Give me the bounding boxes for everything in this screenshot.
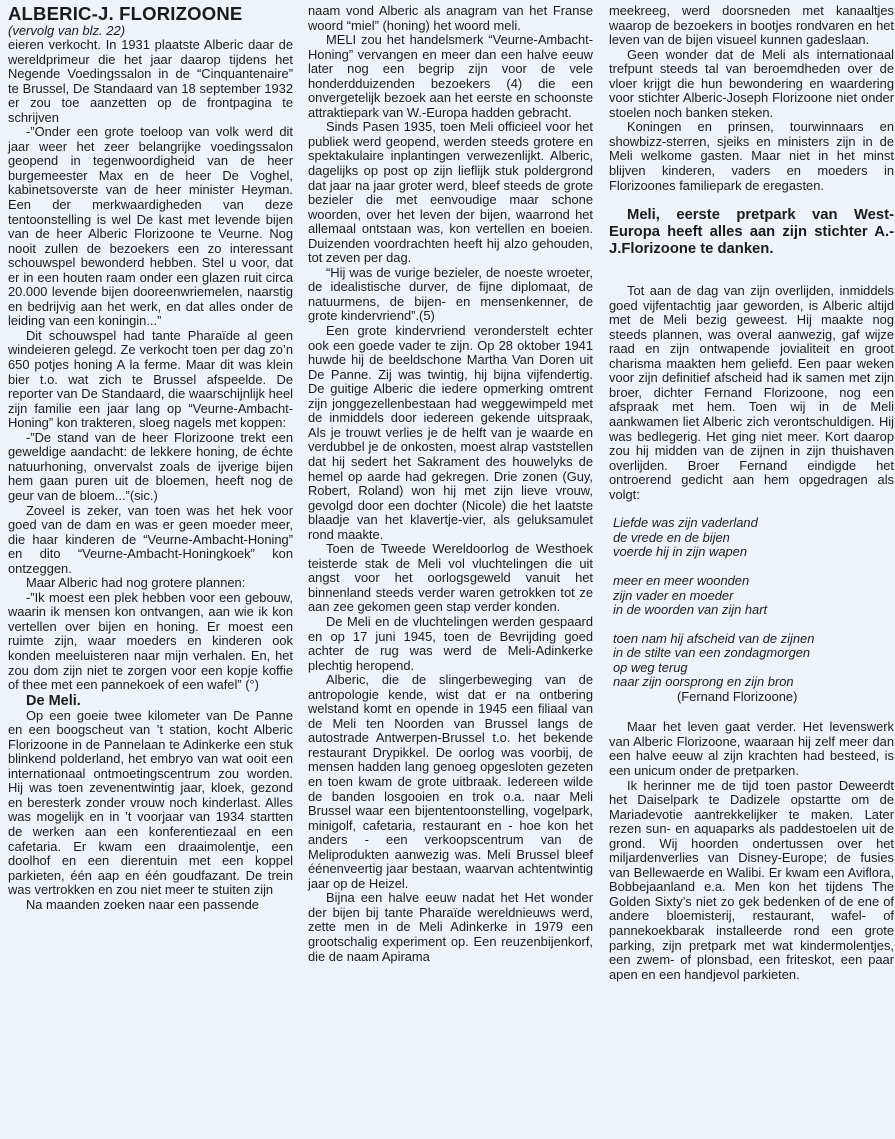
paragraph: Alberic, die de slingerbeweging van de antropologie kende, wist dat er na ontbering welstand komt en opende in 1945 een filiaal van de Meli ten Noorden van Brussel langs de autostrade Antwerpen-Brussel t.o. het bekende restaurant Drypikkel. De oorlog was voorbij, de mensen hadden lang genoeg opgesloten gezeten en toen kwam de grote uitbraak. Iedereen wilde de banden losgooien en trok o.a. naar Meli Brussel waar een bijententoonstelling, vogelpark, minigolf, cafetaria, restaurant en - hoe kon het anders - een verkoopscentrum van de Meliprodukten aanwezig was. Meli Brussel bleef éénenveertig jaar bestaan, waarvan achtentwintig jaar op de Heizel. [308, 672, 593, 891]
poem-stanza [613, 516, 894, 560]
paragraph: -”Onder een grote toeloop van volk werd dit jaar weer het zeer belangrijke voedingssalon geopend in tegenwoordigheid van de heer burgemeester Max en de heer De Voghel, kabinetsoverste van de heer minister Heyman. Een der merkwaardigheden van deze tentoonstelling is wel De kast met levende bijen van de heer Alberic Florizoone te Veurne. Nog nooit zullen de bezoekers een zo interessant schouwspel bewonderd hebben. Stel u voor, dat er in een houten raam onder een glazen ruit circa 20.000 levende bijen dooreenwriemelen, naarstig en bedrijvig aan het werk, en dat alles onder de leiding van een koningin...” [8, 124, 293, 329]
paragraph: Bijna een halve eeuw nadat het Het wonder der bijen bij tante Pharaïde wereldnieuws werd, zette men in de Meli Adinkerke in 1979 een grootschalig experiment op. Een reuzenbijenkorf, die de naam Apirama [308, 890, 593, 964]
paragraph: meekreeg, werd doorsneden met kanaaltjes waarop de bezoekers in bootjes rondvaren en het leven van de bijen visueel kunnen gadeslaan. [609, 3, 894, 48]
paragraph: Tot aan de dag van zijn overlijden, inmiddels goed vijfentachtig jaar geworden, is Alberic altijd met de Meli bezig geweest. Hij maakte nog steeds plannen, was overal aanwezig, gaf wijze raad en zijn ontwapende jovialiteit en groot charisma maakten hem geliefd. Een paar weken voor zijn definitief afscheid had ik samen met zijn broer, dichter Fernand Florizoone, nog een afspraak met hem. Toen wij in de Meli aankwamen liet Alberic zich verontschuldigen. Hij was bedlegerig. Het ging niet meer. Kort daarop zou hij midden van de zijnen in zijn thuishaven overlijden. Broer Fernand eindigde het ontroerend gedicht aan hem opgedragen als volgt: [609, 283, 894, 502]
poem-line: meer en meer woonden [613, 572, 750, 588]
paragraph: Na maanden zoeken naar een passende [26, 896, 259, 912]
poem-line: zijn vader en moeder [613, 587, 734, 603]
paragraph: Sinds Pasen 1935, toen Meli officieel voor het publiek werd geopend, werden steeds grotere en spektakulaire inplantingen verwezenlijkt. Alberic, dagelijks op post op zijn lieflijk stuk poldergrond dat jaar na jaar groter werd, bleef steeds de grote bezieler die met eenvoudige maar schone woorden, over het leven der bijen, waarrond het allemaal ontstaan was, kon vertellen en boeien. Duizenden voordrachten heeft hij alzo gehouden, tot zeven per dag. [308, 119, 593, 266]
poem-line: de vrede en de bijen [613, 529, 730, 545]
paragraph: naam vond Alberic als anagram van het Franse woord “miel” (honing) het woord meli. [308, 3, 593, 33]
poem-line: naar zijn oorsprong en zijn bron [613, 674, 794, 690]
paragraph: Zoveel is zeker, van toen was het hek voor goed van de dam en was er geen moeder meer, die haar kinderen de “Veurne-Ambacht-Honing” en dito “Veurne-Ambacht-Honingkoek” kon ontzeggen. [8, 502, 293, 576]
paragraph: MELI zou het handelsmerk “Veurne-Ambacht-Honing” vervangen en meer dan een halve eeuw later nog een begrip zijn voor de vele honderdduizenden bezoekers (4) die een onvergetelijk bezoek aan het eerste en schoonste attraktiepark van W.-Europa hadden gebracht. [308, 32, 593, 120]
poem-line: voerde hij in zijn wapen [613, 544, 747, 560]
poem [609, 516, 894, 704]
poem-credit: (Fernand Florizoone) [677, 688, 798, 704]
section-heading: De Meli. [26, 692, 81, 709]
paragraph: eieren verkocht. In 1931 plaatste Alberic daar de wereldprimeur die het jaar daarop tijdens het Negende Voedingssalon in de “Cinquantenaire” te Brussel, De Standaard van 18 september 1932 er zou toe aanzetten op de frontpagina te schrijven [8, 37, 293, 125]
paragraph: Geen wonder dat de Meli als internationaal trefpunt steeds tal van beroemdheden over de vloer krijgt die hun bewondering en waardering voor stichter Alberic-Joseph Florizoone niet onder stoelen noch banken steken. [609, 46, 894, 120]
section-heading: Meli, eerste pretpark van West-Europa heeft alles aan zijn stichter A.-J.Florizoone te danken. [609, 207, 894, 258]
poem-line: Liefde was zijn vaderland [613, 515, 758, 531]
paragraph: -”De stand van de heer Florizoone trekt een geweldige aandacht: de lekkere honing, de échte natuurhoning, onvervalst zoals de ijverige bijen hem gaan puren uit de bloemen, heeft nog de geur van de bloem...”(sic.) [8, 429, 293, 503]
poem-line: op weg terug [613, 659, 688, 675]
poem-line: in de woorden van zijn hart [613, 602, 768, 618]
poem-line: in de stilte van een zondagmorgen [613, 645, 811, 661]
paragraph: Toen de Tweede Wereldoorlog de Westhoek teisterde stak de Meli vol vluchtelingen die uit angst voor het oorlogsgeweld vanuit het binnenland steeds verder waren getrokken tot ze aan zee gekomen geen stap verder konden. [308, 541, 593, 615]
paragraph: Een grote kindervriend veronderstelt echter ook een goede vader te zijn. Op 28 oktober 1941 huwde hij de beeldschone Martha Van Doren uit De Panne. Zij was twintig, hij bijna vijfendertig. De guitige Alberic die iedere opmerking omtrent zijn jonggezellenbestaan had weggewimpeld met de inmiddels door iedereen gekende uitspraak, Als je trouwt verlies je de helft van je waarde en verdubbel je de onkosten, moest alrap vaststellen dat hij sedert het Sakrament des houwelyks de hemel op aarde had gekregen. Drie zonen (Guy, Robert, Roland) won hij met zijn lieve vrouw, gevolgd door een dochter (Nicole) die het laatste blaadje van het klavertje-vier, als geluksamulet rond maakte. [308, 323, 593, 542]
column-1 [8, 4, 293, 912]
paragraph: Maar Alberic had nog grotere plannen: [26, 575, 246, 591]
poem-line: toen nam hij afscheid van de zijnen [613, 630, 815, 646]
paragraph: -”Ik moest een plek hebben voor een gebouw, waarin ik mensen kon ontvangen, aan wie ik kon vertellen over bijen en honing. Er moest een ruimte zijn, waar moeders en kinderen ook konden meeluisteren naar mijn verhalen. En, het zou dom zijn niet te zorgen voor een kopje koffie of thee met een pannekoek of een wafel” (°) [8, 589, 293, 693]
paragraph: Ik herinner me de tijd toen pastor Deweerdt het Daiselpark te Dadizele opstartte om de Mariadevotie aantrekkelijker te maken. Later rezen sun- en aquaparks als paddestoelen uit de grond. Wij hoorden ondertussen over het miljardenverlies van Disney-Europe; de fusies van Bellewaerde en Walibi. Er kwam een Aviflora, Bobbejaanland e.a. Men kon het tijdens The Golden Sixty’s niet zo gek bedenken of de ene of andere bloemisterij, restaurant, wafel- of pannekoekbarak installeerde rond een grote parking, zijn pretpark met wat kindermolentjes, een zwem- of plonsbad, een friteskot, een paar apen en een handjevol parkieten. [609, 777, 894, 982]
paragraph: Koningen en prinsen, tourwinnaars en showbizz-sterren, sjeiks en ministers zijn in de Meli welkome gasten. Maar niet in het minst blijven kinderen, vaders en moeders in Florizoones familiepark de eregasten. [609, 119, 894, 193]
article-title: ALBERIC-J. FLORIZOONE [8, 3, 243, 24]
paragraph: Op een goeie twee kilometer van De Panne en een boogscheut van ’t station, kocht Alberic Florizoone in de Pannelaan te Adinkerke een stuk blinkend polderland, het embryo van wat ooit een internationaal ontmoetingscentrum zou worden. Hij was toen zevenentwintig jaar, kloek, gezond en beresterk zonder vrouw noch kinderlast. Alles was mogelijk en in ’t voorjaar van 1934 startten de werken aan een konferentiezaal en een cafetaria. Er kwam een draaimolentje, een doolhof en een dierentuin met een koppel parkieten, één aap en één goudfazant. De trein was vertrokken en zou niet meer te stuiten zijn [8, 707, 293, 898]
column-3 [609, 4, 894, 982]
paragraph: De Meli en de vluchtelingen werden gespaard en op 17 juni 1945, toen de Bevrijding goed achter de rug was werd de Meli-Adinkerke plechtig heropend. [308, 613, 593, 673]
paragraph: “Hij was de vurige bezieler, de noeste wroeter, de idealistische durver, de fijne diplomaat, de natuurmens, de bijen- en mensenkenner, de grote kindervriend”.(5) [308, 264, 593, 324]
article-continuation-note: (vervolg van blz. 22) [8, 23, 126, 38]
paragraph: Maar het leven gaat verder. Het levenswerk van Alberic Florizoone, waaraan hij zelf meer dan een halve eeuw al zijn krachten had besteed, is een unicum onder de pretparken. [609, 719, 894, 778]
column-2 [308, 4, 593, 964]
paragraph: Dit schouwspel had tante Pharaïde al geen windeieren gelegd. Ze verkocht toen per dag zo’n 650 potjes honing A la ferme. Maar dit was klein bier t.o. wat zich te Brussel afspeelde. De reporter van De Standaard, die waarschijnlijk heel zijn familie een jaar lang op “Veurne-Ambacht-Honing” kon trakteren, sloeg nagels met koppen: [8, 327, 293, 431]
poem-stanza [613, 632, 894, 705]
poem-stanza [613, 574, 894, 618]
